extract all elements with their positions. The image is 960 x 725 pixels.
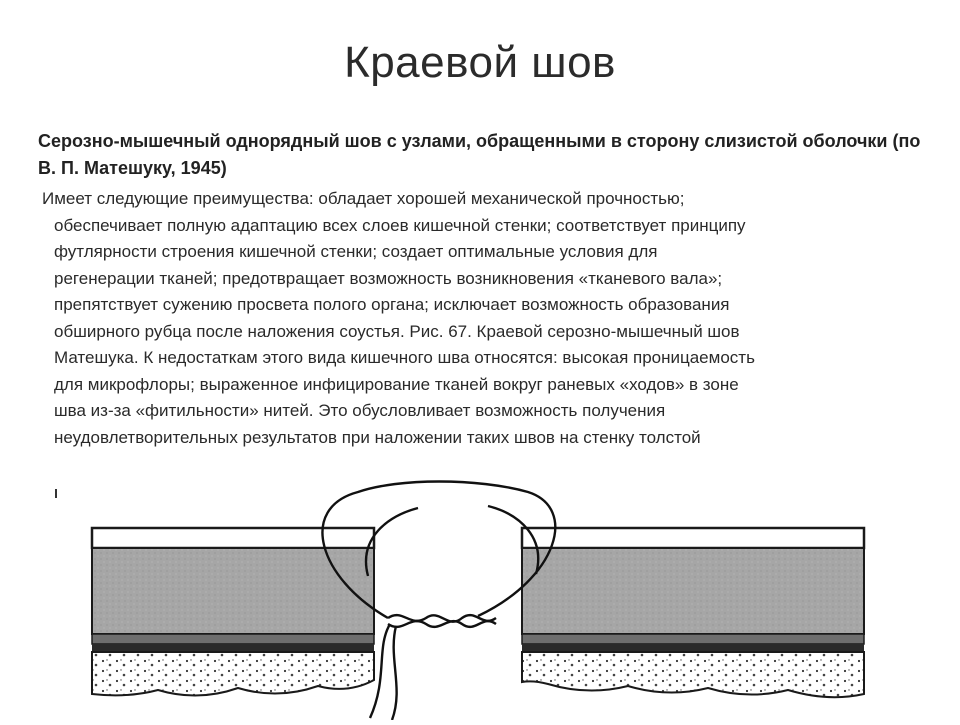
right-intestinal-wall bbox=[522, 528, 864, 697]
left-intestinal-wall bbox=[92, 528, 374, 696]
body-line: обеспечивает полную адаптацию всех слоев кишечной стенки; соответствует принципу bbox=[54, 215, 746, 235]
body-line: регенерации тканей; предотвращает возможность возникновения «тканевого вала»; bbox=[54, 268, 723, 288]
body-line: шва из-за «фитильности» нитей. Это обусловливает возможность получения bbox=[54, 401, 666, 420]
suture-diagram-icon bbox=[58, 468, 904, 720]
stray-mark bbox=[55, 489, 57, 498]
body-text bbox=[42, 186, 912, 464]
slide-subtitle: Серозно-мышечный однорядный шов с узлами, обращенными в сторону слизистой оболочки (по В. П. Матешуку, 1945) bbox=[38, 131, 921, 178]
body-line: для микрофлоры; выраженное инфицирование тканей вокруг раневых «ходов» в зоне bbox=[54, 374, 739, 394]
body-line: неудовлетворительных результатов при наложении таких швов на стенку толстой bbox=[54, 427, 701, 447]
slide-title: Краевой шов bbox=[344, 38, 616, 87]
suture-diagram bbox=[58, 468, 904, 720]
body-line: футлярности строения кишечной стенки; создает оптимальные условия для bbox=[54, 242, 658, 261]
body-line: препятствует сужению просвета полого органа; исключает возможность образования bbox=[54, 295, 730, 314]
body-line: обширного рубца после наложения соустья. Рис. 67. Краевой серозно-мышечный шов bbox=[54, 321, 740, 341]
body-line: Имеет следующие преимущества: обладает хорошей механической прочностью; bbox=[42, 189, 685, 208]
body-line: Матешука. К недостаткам этого вида кишечного шва относятся: высокая проницаемость bbox=[54, 348, 755, 367]
